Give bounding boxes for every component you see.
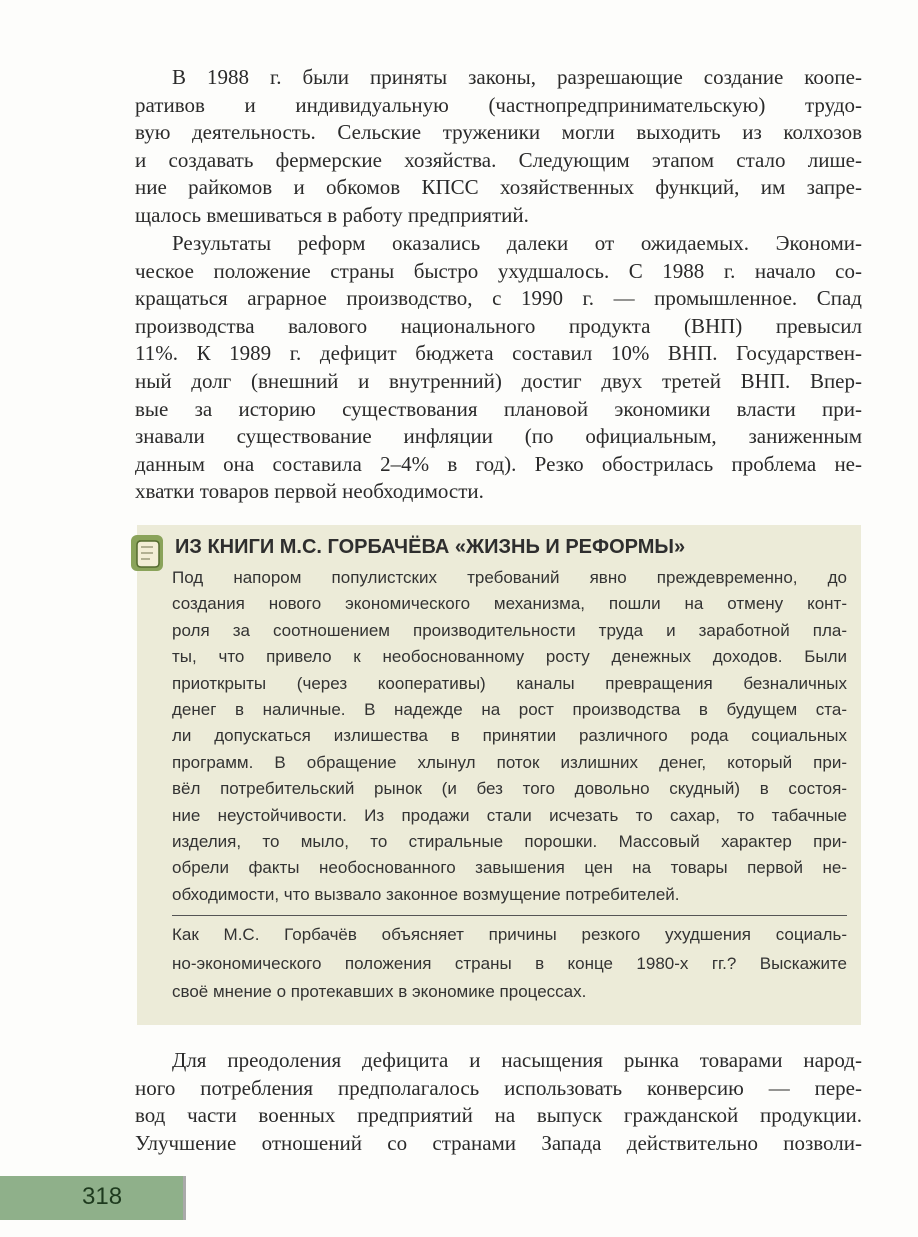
text-line: хватки товаров первой необходимости. — [135, 479, 484, 504]
text-line: денег в наличные. В надежде на рост производства в будущем ста- — [172, 699, 847, 719]
text-line: 11%. К 1989 г. дефицит бюджета составил 10% ВНП. Государствен- — [135, 341, 862, 366]
source-excerpt-box — [137, 525, 861, 1025]
text-line: кращаться аграрное производство, с 1990 г. — промышленное. Спад — [135, 286, 862, 311]
text-line: обрели факты необоснованного завышения цен на товары первой не- — [172, 858, 847, 878]
text-line: Результаты реформ оказались далеки от ожидаемых. Экономи- — [172, 231, 862, 255]
text-line: вые за историю существования плановой экономики власти при- — [135, 396, 862, 421]
text-line: вод части военных предприятий на выпуск гражданской продукции. — [135, 1103, 862, 1128]
text-line: вёл потребительский рынок (и без того довольно скудный) в состоя- — [172, 779, 847, 799]
text-line: Как М.С. Горбачёв объясняет причины резкого ухудшения социаль- — [172, 925, 847, 944]
text-line: ли допускаться излишества в принятии различного рода социальных — [172, 726, 847, 746]
text-line: ние неустойчивости. Из продажи стали исчезать то сахар, то табачные — [172, 805, 847, 825]
text-line: своё мнение о протекавших в экономике процессах. — [172, 982, 587, 1001]
text-line: приоткрыты (через кооперативы) каналы превращения безналичных — [172, 673, 847, 693]
text-line: и создавать фермерские хозяйства. Следующим этапом стало лише- — [135, 147, 862, 172]
text-line: Под напором популистских требований явно преждевременно, до — [172, 568, 847, 587]
text-line: программ. В обращение хлынул поток излишних денег, который при- — [172, 752, 847, 772]
text-line: ческое положение страны быстро ухудшалось. С 1988 г. начало со- — [135, 258, 862, 283]
page-number: 318 — [82, 1183, 123, 1210]
text-line: Для преодоления дефицита и насыщения рынка товарами народ- — [172, 1048, 862, 1072]
text-line: щалось вмешиваться в работу предприятий. — [135, 202, 529, 227]
excerpt-question — [172, 921, 847, 1007]
paragraph-1 — [135, 64, 862, 230]
text-line: ты, что привело к необоснованному росту денежных доходов. Были — [172, 647, 847, 667]
text-line: обходимости, что вызвало законное возмущение потребителей. — [172, 884, 680, 904]
paragraph-3 — [135, 1047, 862, 1157]
text-line: ративов и индивидуальную (частнопредпринимательскую) трудо- — [135, 92, 862, 117]
text-line: знавали существование инфляции (по официальным, заниженным — [135, 424, 862, 449]
divider — [172, 915, 847, 916]
text-line: но-экономического положения страны в конце 1980-х гг.? Выскажите — [172, 953, 847, 973]
text-line: ного потребления предполагалось использовать конверсию — пере- — [135, 1075, 862, 1100]
text-line: производства валового национального продукта (ВНП) превысил — [135, 313, 862, 338]
text-line: Улучшение отношений со странами Запада действительно позволи- — [135, 1130, 862, 1155]
paragraph-2 — [135, 230, 862, 506]
text-line: ние райкомов и обкомов КПСС хозяйственных функций, им запре- — [135, 175, 862, 200]
text-line: создания нового экономического механизма, пошли на отмену конт- — [172, 594, 847, 614]
text-line: В 1988 г. были приняты законы, разрешающие создание коопе- — [172, 65, 862, 89]
excerpt-title: ИЗ КНИГИ М.С. ГОРБАЧЁВА «ЖИЗНЬ И РЕФОРМЫ» — [175, 536, 686, 558]
excerpt-quote — [172, 565, 847, 908]
text-line: роля за соотношением производительности труда и заработной пла- — [172, 620, 847, 640]
text-line: вую деятельность. Сельские труженики могли выходить из колхозов — [135, 120, 862, 145]
text-line: данным она составила 2–4% в год). Резко обострилась проблема не- — [135, 451, 862, 476]
text-line: ный долг (внешний и внутренний) достиг двух третей ВНП. Впер- — [135, 368, 862, 393]
scroll-icon — [127, 531, 167, 575]
text-line: изделия, то мыло, то стиральные порошки. Массовый характер при- — [172, 831, 847, 851]
page-number-tab — [0, 1176, 186, 1220]
